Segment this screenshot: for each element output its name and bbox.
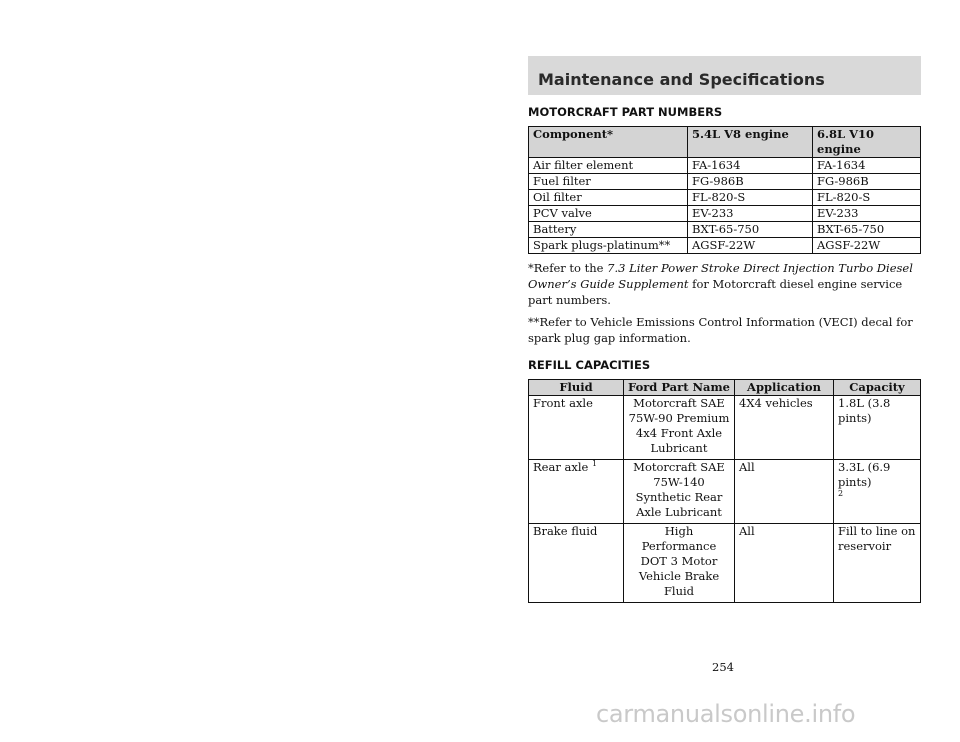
table-row [529, 222, 921, 238]
refill-text-fluid: Brake fluid [533, 524, 598, 538]
diesel-note-pre: *Refer to the [528, 261, 608, 275]
refill-cell-fluid [529, 524, 624, 603]
refill-cell-part [624, 460, 735, 524]
table-row [529, 158, 921, 174]
refill-cell-capacity [834, 460, 921, 524]
table-row [529, 238, 921, 254]
col-v10: 6.8L V10 engine [813, 127, 921, 158]
refill-table-header [529, 380, 921, 396]
table-row [529, 460, 921, 524]
diesel-note-post: for Motorcraft diesel engine service part numbers. [528, 277, 903, 307]
refill-text-application: All [739, 460, 755, 474]
refill-text-fluid: Front axle [533, 396, 593, 410]
col-capacity: Capacity [834, 380, 921, 396]
refill-section-title: REFILL CAPACITIES [528, 358, 651, 372]
table-cell: FA-1634 [688, 158, 813, 174]
table-cell: Oil filter [529, 190, 688, 206]
table-row [529, 396, 921, 460]
page-number: 254 [712, 660, 734, 674]
parts-section-title: MOTORCRAFT PART NUMBERS [528, 105, 723, 119]
refill-text-application: All [739, 524, 755, 538]
refill-text-application: 4X4 vehicles [739, 396, 813, 410]
parts-table-header [529, 127, 921, 158]
table-cell: Battery [529, 222, 688, 238]
refill-text-capacity: 3.3L (6.9 pints) [838, 460, 891, 489]
table-row [529, 524, 921, 603]
refill-cell-part [624, 396, 735, 460]
table-cell: PCV valve [529, 206, 688, 222]
refill-text-fluid: Rear axle [533, 460, 592, 474]
table-cell: Spark plugs-platinum** [529, 238, 688, 254]
refill-cell-fluid [529, 460, 624, 524]
table-cell: FL-820-S [813, 190, 921, 206]
watermark: carmanualsonline.info [596, 700, 856, 728]
refill-cell-application [735, 460, 834, 524]
table-cell: FG-986B [813, 174, 921, 190]
table-cell: Fuel filter [529, 174, 688, 190]
refill-cell-part [624, 524, 735, 603]
parts-table [528, 126, 921, 254]
table-cell: FA-1634 [813, 158, 921, 174]
refill-text-part: Motorcraft SAE 75W-140 Synthetic Rear Axle Lubricant [633, 460, 725, 519]
refill-text-capacity: Fill to line on reservoir [838, 524, 916, 553]
col-v8: 5.4L V8 engine [688, 127, 813, 158]
table-cell: BXT-65-750 [688, 222, 813, 238]
table-cell: Air filter element [529, 158, 688, 174]
refill-text-part: Motorcraft SAE 75W-90 Premium 4x4 Front Axle Lubricant [628, 396, 730, 455]
footnote-marker: 1 [591, 459, 598, 469]
page-title: Maintenance and Specifications [538, 70, 825, 89]
table-row [529, 190, 921, 206]
header-bar [528, 56, 921, 95]
refill-table-body [529, 396, 921, 603]
manual-page [528, 56, 921, 603]
table-cell: AGSF-22W [813, 238, 921, 254]
col-fluid: Fluid [529, 380, 624, 396]
table-cell: BXT-65-750 [813, 222, 921, 238]
diesel-note [528, 260, 921, 308]
table-cell: FG-986B [688, 174, 813, 190]
refill-cell-application [735, 524, 834, 603]
refill-cell-capacity [834, 524, 921, 603]
refill-cell-application [735, 396, 834, 460]
refill-text-capacity: 1.8L (3.8 pints) [838, 396, 891, 425]
table-cell: EV-233 [813, 206, 921, 222]
refill-cell-capacity [834, 396, 921, 460]
refill-text-part: High Performance DOT 3 Motor Vehicle Brake Fluid [638, 524, 720, 598]
spark-plug-note: **Refer to Vehicle Emissions Control Information (VECI) decal for spark plug gap information. [528, 315, 913, 345]
table-row [529, 174, 921, 190]
table-row [529, 206, 921, 222]
footnote-marker: 2 [838, 489, 844, 499]
col-application: Application [735, 380, 834, 396]
diesel-note-title: 7.3 Liter Power Stroke Direct Injection Turbo Diesel Owner’s Guide Supplement [528, 261, 913, 291]
table-cell: FL-820-S [688, 190, 813, 206]
col-part-name: Ford Part Name [624, 380, 735, 396]
refill-table [528, 379, 921, 603]
parts-table-body [529, 158, 921, 254]
col-component: Component* [529, 127, 688, 158]
table-cell: AGSF-22W [688, 238, 813, 254]
refill-cell-fluid [529, 396, 624, 460]
table-cell: EV-233 [688, 206, 813, 222]
